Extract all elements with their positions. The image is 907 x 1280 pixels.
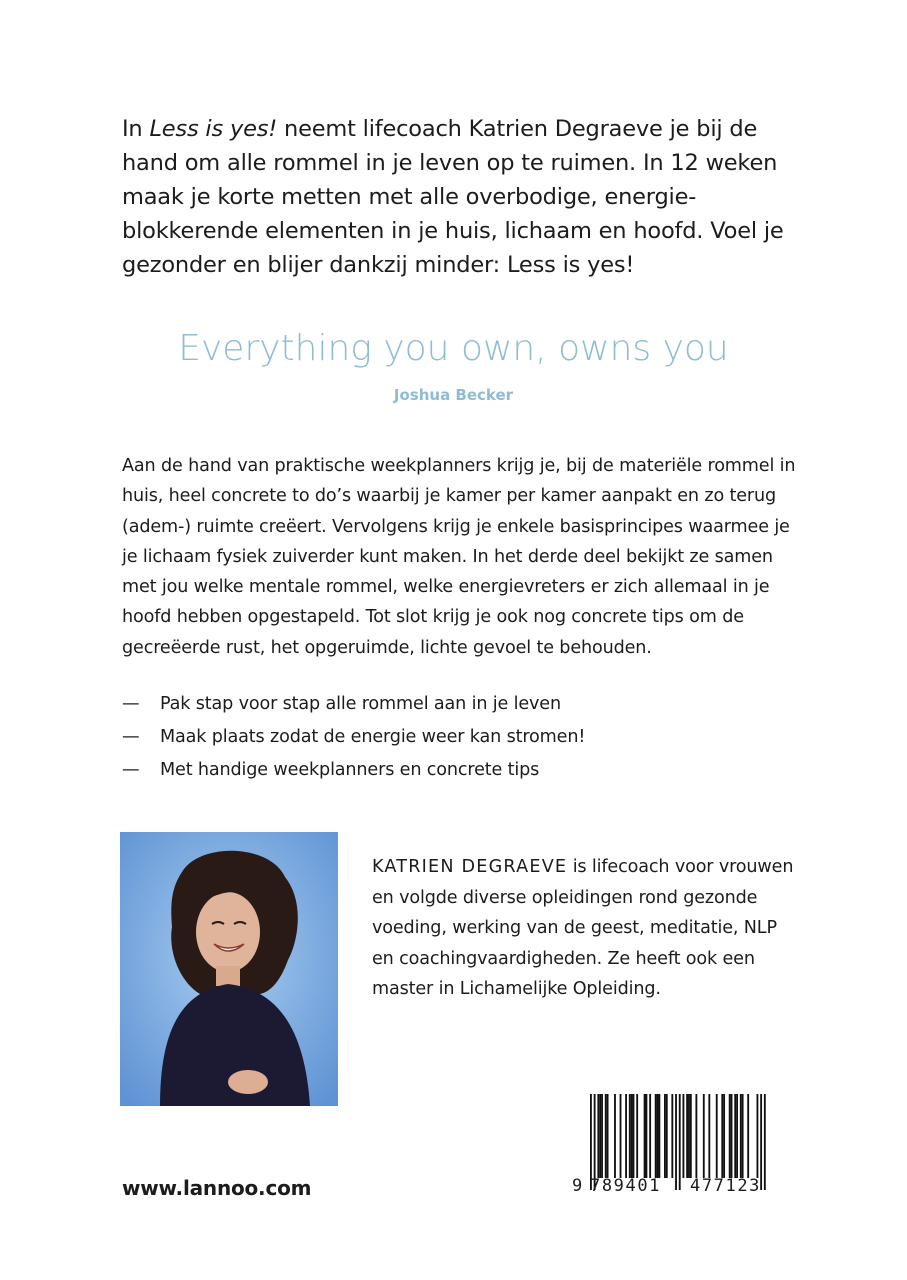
barcode-bar	[731, 1094, 733, 1178]
bullet-dash: —	[122, 727, 140, 747]
barcode-bar	[716, 1094, 718, 1178]
author-name: KATRIEN DEGRAEVE	[372, 857, 568, 877]
barcode-lead-digit: 9	[572, 1176, 583, 1196]
barcode-bar	[605, 1094, 607, 1178]
bullet-dash: —	[122, 760, 140, 780]
list-item	[122, 721, 782, 754]
barcode-bar	[614, 1094, 616, 1178]
list-item	[122, 754, 782, 787]
barcode-bar	[757, 1094, 759, 1178]
intro-text: neemt lifecoach Katrien Degraeve je bij de hand om alle rommel in je leven op te ruimen. In 12 weken maak je korte metten met alle overbodige, energie-blokkerende elementen in je huis, lichaam en hoofd. Voel je gezonder en blijer dankzij minder: Less is yes!	[122, 116, 784, 278]
barcode-bar	[688, 1094, 690, 1178]
quote-author: Joshua Becker	[393, 386, 514, 404]
barcode-bar	[686, 1094, 688, 1178]
barcode-bar	[657, 1094, 659, 1178]
barcode-bar	[631, 1094, 633, 1178]
list-item	[122, 688, 782, 721]
barcode-bar	[658, 1094, 660, 1178]
barcode-bar	[671, 1094, 673, 1178]
barcode-bar	[601, 1094, 603, 1178]
bullet-text: Met handige weekplanners en concrete tips	[160, 760, 540, 780]
barcode-left-group: 789401	[590, 1176, 662, 1196]
barcode-bar	[607, 1094, 609, 1178]
barcode-bar	[742, 1094, 744, 1178]
intro-prefix: In	[122, 116, 150, 142]
barcode-bar	[690, 1094, 692, 1178]
bullet-list	[122, 688, 782, 787]
barcode-bar	[633, 1094, 635, 1178]
barcode-bar	[649, 1094, 651, 1178]
barcode-bar	[666, 1094, 668, 1178]
author-photo	[120, 832, 338, 1106]
intro-paragraph	[122, 112, 802, 282]
barcode-bar	[695, 1094, 697, 1178]
barcode-bar	[736, 1094, 738, 1178]
quote-text: Everything you own, owns you	[178, 328, 729, 369]
barcode-bar	[599, 1094, 601, 1178]
barcode-bar	[708, 1094, 710, 1178]
isbn-barcode	[572, 1094, 786, 1200]
barcode-bar	[721, 1094, 723, 1178]
author-bio-text: is lifecoach voor vrouwen en volgde diverse opleidingen rond gezonde voeding, werking van de geest, meditatie, NLP en coachingvaardigheden. Ze heeft ook een master in Lichamelijke Opleiding.	[372, 857, 794, 999]
barcode-bar	[675, 1094, 677, 1190]
barcode-bar	[646, 1094, 648, 1178]
barcode-bar	[664, 1094, 666, 1178]
description-paragraph: Aan de hand van praktische weekplanners krijg je, bij de materiële rommel in huis, heel concrete to do’s waarbij je kamer per kamer aanpakt en zo terug (adem-) ruimte creëert. Vervolgens krijg je enkele basisprincipes waarmee je je lichaam fysiek zuiverder kunt maken. In het derde deel bekijkt ze samen met jou welke mentale rommel, welke energievreters er zich allemaal in je hoofd hebben opgestapeld. Tot slot krijg je ook nog concrete tips om de gecreëerde rust, het opgeruimde, lichte gevoel te behouden.	[122, 456, 796, 658]
barcode-bar	[683, 1094, 685, 1178]
bullet-text: Pak stap voor stap alle rommel aan in je leven	[160, 694, 561, 714]
barcode-bar	[740, 1094, 742, 1178]
author-portrait-image	[120, 832, 338, 1106]
barcode-bar	[620, 1094, 622, 1178]
barcode-bar	[655, 1094, 657, 1178]
barcode-bar	[703, 1094, 705, 1178]
barcode-bar	[629, 1094, 631, 1178]
barcode-bar	[734, 1094, 736, 1178]
barcode-bar	[747, 1094, 749, 1178]
barcode-bar	[679, 1094, 681, 1190]
barcode-bar	[625, 1094, 627, 1178]
barcode-bar	[636, 1094, 638, 1178]
book-title: Less is yes!	[149, 116, 278, 142]
barcode-bar	[723, 1094, 725, 1178]
author-bio	[372, 852, 802, 1005]
barcode-bar	[597, 1094, 599, 1178]
barcode-right-group: 477123	[690, 1176, 762, 1196]
publisher-website[interactable]: www.lannoo.com	[122, 1176, 312, 1200]
barcode-bar	[644, 1094, 646, 1178]
bullet-text: Maak plaats zodat de energie weer kan stromen!	[160, 727, 586, 747]
bullet-dash: —	[122, 694, 140, 714]
barcode-bar	[764, 1094, 766, 1190]
barcode-bar	[729, 1094, 731, 1178]
